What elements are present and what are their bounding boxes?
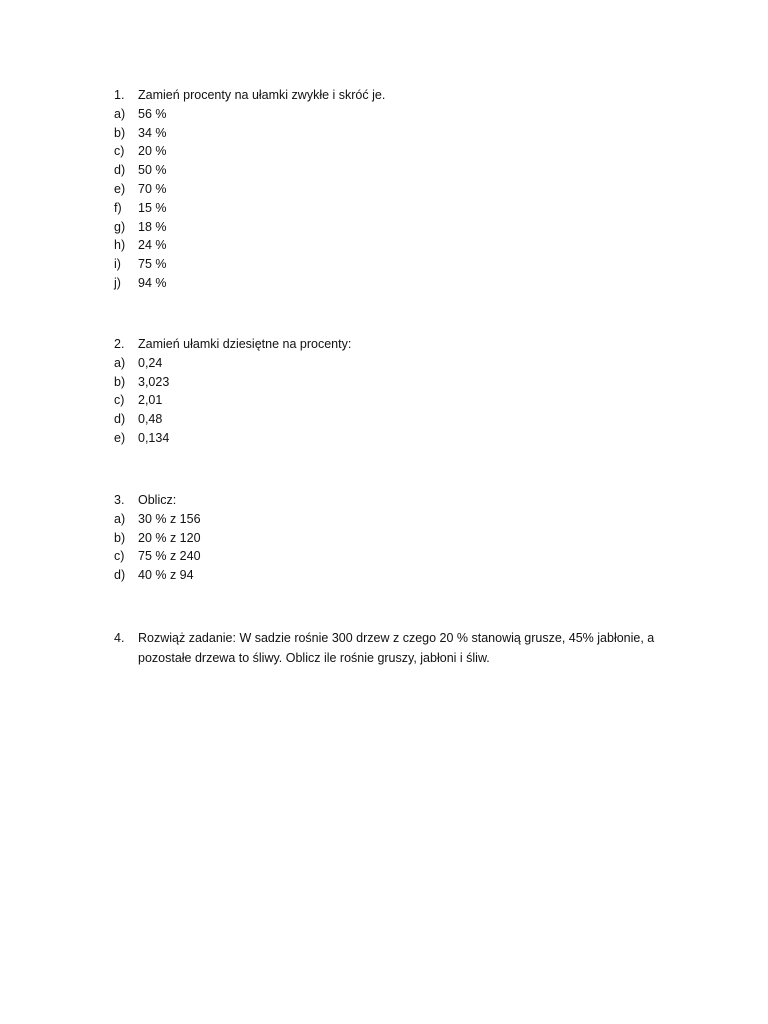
item-text: 18 % <box>138 219 167 234</box>
item-text: 0,24 <box>138 355 163 370</box>
item-letter: e) <box>114 181 126 196</box>
item-text: 40 % z 94 <box>138 568 194 583</box>
task-prompt: Rozwiąż zadanie: W sadzie rośnie 300 drzew z czego 20 % stanowią grusze, 45% jabłonie, a pozostałe drzewa to śliwy. Oblicz ile rośnie gruszy, jabłoni i śliw. <box>138 631 655 665</box>
task-1 <box>114 86 674 293</box>
item-text: 0,134 <box>138 430 170 445</box>
task-number: 4. <box>114 631 125 645</box>
task-4 <box>114 628 674 668</box>
item-letter: g) <box>114 219 126 234</box>
list-item <box>114 161 674 180</box>
task-number: 2. <box>114 337 125 351</box>
item-text: 56 % <box>138 106 167 121</box>
list-item <box>114 124 674 143</box>
list-item <box>114 180 674 199</box>
list-item <box>114 410 674 429</box>
item-text: 34 % <box>138 125 167 140</box>
item-text: 70 % <box>138 181 167 196</box>
item-text: 94 % <box>138 275 167 290</box>
list-item <box>114 547 674 566</box>
task-prompt: Zamień ułamki dziesiętne na procenty: <box>138 337 352 351</box>
item-letter: b) <box>114 374 126 389</box>
list-item <box>114 391 674 410</box>
item-letter: d) <box>114 568 126 583</box>
list-item <box>114 274 674 293</box>
item-letter: h) <box>114 238 126 253</box>
list-item <box>114 218 674 237</box>
item-text: 3,023 <box>138 374 170 389</box>
task-number: 3. <box>114 493 125 507</box>
item-letter: i) <box>114 257 121 272</box>
task-prompt: Oblicz: <box>138 493 177 507</box>
task-number: 1. <box>114 88 125 102</box>
item-letter: f) <box>114 200 122 215</box>
list-item <box>114 373 674 392</box>
list-item <box>114 429 674 448</box>
item-text: 15 % <box>138 200 167 215</box>
list-item <box>114 199 674 218</box>
item-letter: b) <box>114 530 126 545</box>
list-item <box>114 529 674 548</box>
list-item <box>114 255 674 274</box>
list-item <box>114 354 674 373</box>
list-item <box>114 236 674 255</box>
item-letter: c) <box>114 549 125 564</box>
item-letter: c) <box>114 144 125 159</box>
item-letter: b) <box>114 125 126 140</box>
item-letter: a) <box>114 355 126 370</box>
task-heading <box>114 628 674 668</box>
list-item <box>114 105 674 124</box>
item-letter: d) <box>114 163 126 178</box>
item-text: 75 % <box>138 257 167 272</box>
item-text: 75 % z 240 <box>138 549 201 564</box>
item-text: 2,01 <box>138 393 163 408</box>
item-text: 50 % <box>138 163 167 178</box>
item-text: 30 % z 156 <box>138 511 201 526</box>
list-item <box>114 566 674 585</box>
list-item <box>114 510 674 529</box>
task-prompt: Zamień procenty na ułamki zwykłe i skróć je. <box>138 88 386 102</box>
item-letter: c) <box>114 393 125 408</box>
item-text: 20 % z 120 <box>138 530 201 545</box>
item-letter: e) <box>114 430 126 445</box>
item-letter: d) <box>114 412 126 427</box>
task-2 <box>114 335 674 448</box>
task-heading <box>114 335 674 354</box>
list-item <box>114 142 674 161</box>
item-letter: j) <box>114 275 121 290</box>
task-heading <box>114 491 674 510</box>
item-text: 24 % <box>138 238 167 253</box>
task-heading <box>114 86 674 105</box>
task-3 <box>114 491 674 585</box>
item-text: 0,48 <box>138 412 163 427</box>
item-letter: a) <box>114 511 126 526</box>
item-letter: a) <box>114 106 126 121</box>
item-text: 20 % <box>138 144 167 159</box>
